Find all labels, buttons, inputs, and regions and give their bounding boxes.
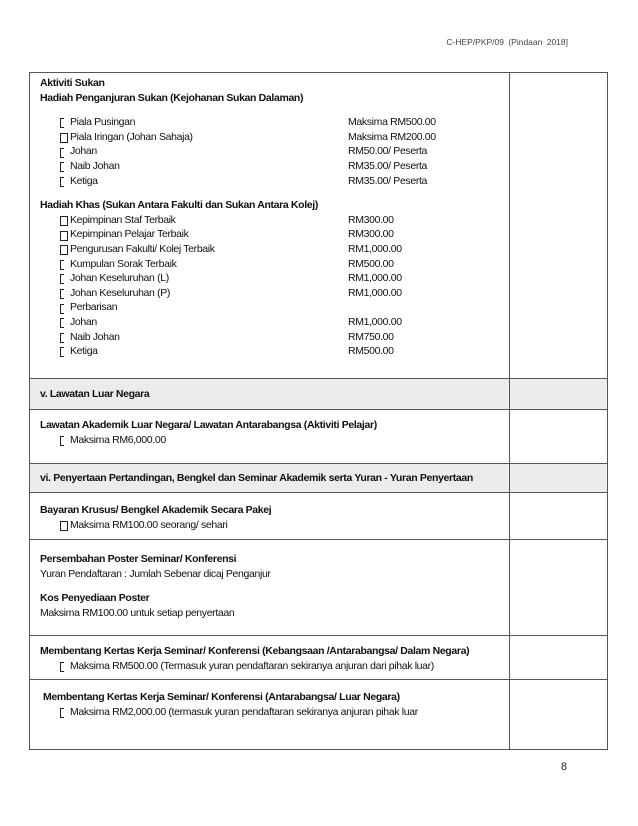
cell-lawatan-remarks [510,410,608,464]
item-label: Kepimpinan Staf Terbaik [70,213,176,226]
item-amount: RM1,000.00 [348,286,402,299]
item-label: Johan [70,145,97,158]
cell-lawatan-content [30,410,510,464]
list-item [40,144,503,159]
cell-sukan-content [30,73,510,379]
cell-poster [30,540,510,636]
item-amount: RM1,000.00 [348,272,402,285]
item-amount: RM300.00 [348,213,394,226]
row-lawatan-content [30,410,608,464]
bullet-icon [40,705,70,719]
cell-sukan-remarks [510,73,608,379]
item-label: Kepimpinan Pelajar Terbaik [70,228,189,241]
poster-fee-line: Yuran Pendaftaran : Jumlah Sebenar dicaj Penganjur [40,567,271,580]
cell-lawatan-heading [30,379,510,410]
kertas-kebangsaan-title: Membentang Kertas Kerja Seminar/ Konferensi (Kebangsaan /Antarabangsa/ Dalam Negara) [40,645,470,657]
bullet-icon [40,344,70,358]
sukan-prize-list [40,115,503,188]
hadiah-khas-list [40,213,503,359]
item-label: Perbarisan [70,301,118,314]
cell-kertas-kebangsaan [30,636,510,680]
bullet-icon [40,257,70,271]
item-label: Naib Johan [70,159,120,172]
bullet-icon [40,271,70,285]
item-amount: RM500.00 [348,257,394,270]
item-amount: RM300.00 [348,228,394,241]
row-kursus [30,493,608,540]
poster-title: Persembahan Poster Seminar/ Konferensi [40,553,237,565]
list-item [40,271,503,286]
item-label: Johan [70,315,97,328]
bullet-icon [40,315,70,329]
row-poster [30,540,608,636]
checkbox-bullet-icon [40,228,70,242]
list-item [40,174,503,189]
bullet-icon [40,301,70,315]
item-label: Johan Keseluruhan (L) [70,272,169,285]
bullet-icon [40,330,70,344]
item-amount: RM35.00/ Peserta [348,174,428,187]
item-label: Piala Iringan (Johan Sahaja) [70,130,193,143]
kos-poster-line: Maksima RM100.00 untuk setiap penyertaan [40,606,235,619]
kursus-item [40,518,503,533]
kursus-title: Bayaran Krusus/ Bengkel Akademik Secara Pakej [40,504,272,516]
sukan-title: Aktiviti Sukan [40,77,105,89]
lawatan-item [40,433,503,448]
document-reference: C-HEP/PKP/09 (Pindaan 2018] [446,37,568,47]
row-kertas-kebangsaan [30,636,608,680]
list-item [40,213,503,228]
kertas-kebangsaan-amount: Maksima RM500.00 (Termasuk yuran pendaftaran sekiranya anjuran dari pihak luar) [70,659,434,672]
kertas-luar-negara-amount: Maksima RM2,000.00 (termasuk yuran pendaftaran sekiranya anjuran pihak luar [70,705,418,718]
item-amount: Maksima RM500.00 [348,116,436,129]
cell-kursus [30,493,510,540]
row-lawatan-heading [30,379,608,410]
allowance-table [29,72,608,750]
item-label: Ketiga [70,174,98,187]
item-amount: RM50.00/ Peserta [348,145,428,158]
list-item [40,115,503,130]
bullet-icon [40,159,70,173]
cell-kertas-luar-negara-remarks [510,680,608,750]
item-amount: Maksima RM200.00 [348,130,436,143]
list-item [40,286,503,301]
cell-kertas-luar-negara [30,680,510,750]
row-kertas-luar-negara [30,680,608,750]
kertas-luar-negara-title: Membentang Kertas Kerja Seminar/ Konferensi (Antarabangsa/ Luar Negara) [43,691,400,704]
bullet-icon [40,433,70,447]
row-penyertaan-heading [30,464,608,493]
cell-lawatan-heading-remarks [510,379,608,410]
cell-kertas-kebangsaan-remarks [510,636,608,680]
sukan-subtitle: Hadiah Penganjuran Sukan (Kejohanan Sukan Dalaman) [40,91,304,104]
cell-penyertaan-heading-remarks [510,464,608,493]
item-amount: RM500.00 [348,345,394,358]
item-amount: RM750.00 [348,330,394,343]
item-amount: RM1,000.00 [348,242,402,255]
kertas-luar-negara-item [40,705,503,720]
row-aktiviti-sukan [30,73,608,379]
item-amount: RM35.00/ Peserta [348,159,428,172]
checkbox-bullet-icon [40,130,70,144]
item-label: Johan Keseluruhan (P) [70,286,171,299]
checkbox-bullet-icon [40,213,70,227]
list-item [40,227,503,242]
cell-penyertaan-heading [30,464,510,493]
item-label: Naib Johan [70,330,120,343]
item-label: Kumpulan Sorak Terbaik [70,257,177,270]
lawatan-heading: v. Lawatan Luar Negara [40,388,150,400]
item-label: Pengurusan Fakulti/ Kolej Terbaik [70,242,215,255]
penyertaan-heading: vi. Penyertaan Pertandingan, Bengkel dan Seminar Akademik serta Yuran - Yuran Penyertaan [40,472,473,484]
hadiah-khas-title: Hadiah Khas (Sukan Antara Fakulti dan Sukan Antara Kolej) [40,199,318,212]
cell-kursus-remarks [510,493,608,540]
kursus-amount: Maksima RM100.00 seorang/ sehari [70,518,228,531]
item-label: Ketiga [70,345,98,358]
checkbox-bullet-icon [40,242,70,256]
page-number: 8 [560,761,567,773]
list-item [40,330,503,345]
item-amount: RM1,000.00 [348,315,402,328]
bullet-icon [40,145,70,159]
bullet-icon [40,286,70,300]
item-label: Piala Pusingan [70,116,136,129]
list-item [40,300,503,315]
list-item [40,257,503,272]
kertas-kebangsaan-item [40,659,503,674]
bullet-icon [40,659,70,673]
list-item [40,315,503,330]
list-item [40,159,503,174]
list-item [40,130,503,145]
checkbox-bullet-icon [40,518,70,532]
list-item [40,242,503,257]
kos-poster-title: Kos Penyediaan Poster [40,592,150,605]
bullet-icon [40,174,70,188]
lawatan-title: Lawatan Akademik Luar Negara/ Lawatan Antarabangsa (Aktiviti Pelajar) [40,419,377,431]
bullet-icon [40,115,70,129]
list-item [40,344,503,359]
lawatan-amount: Maksima RM6,000.00 [70,433,166,446]
cell-poster-remarks [510,540,608,636]
